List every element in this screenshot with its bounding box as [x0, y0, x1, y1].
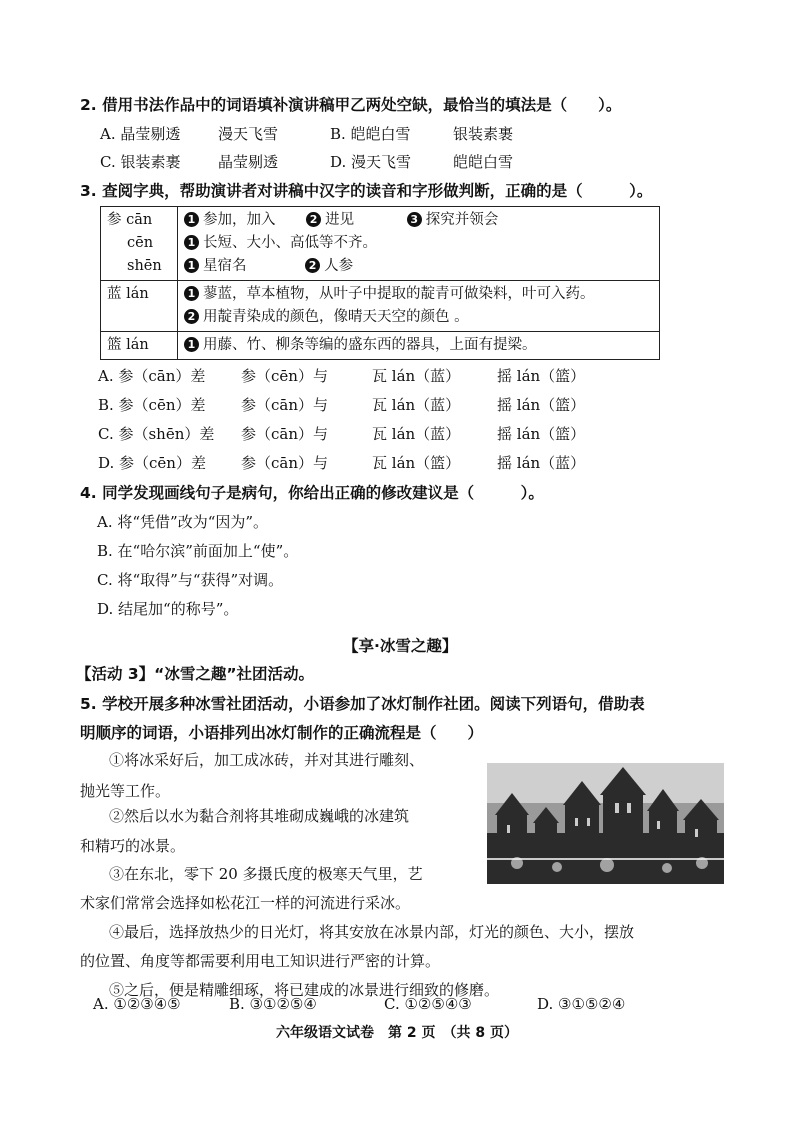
option-b-1: B. 皑皑白雪: [330, 125, 411, 143]
question-2-stem: 2. 借用书法作品中的词语填补演讲稿甲乙两处空缺，最恰当的填法是（ ）。: [80, 96, 622, 114]
passage-line-8: 的位置、角度等都需要利用电工知识进行严密的计算。: [80, 952, 441, 970]
q4-option-b: B. 在“哈尔滨”前面加上“使”。: [97, 542, 299, 560]
dict-head-can: [101, 207, 178, 281]
passage-line-9: ⑤之后，便是精雕细琢，将已建成的冰景进行细致的修磨。: [109, 981, 500, 999]
sense-can-2: 2 进见: [306, 209, 354, 232]
q5-option-b: B. ③①②⑤④: [229, 995, 317, 1013]
question-4-stem: 4. 同学发现画线句子是病句，你给出正确的修改建议是（ ）。: [80, 484, 544, 502]
passage-line-4: 和精巧的冰景。: [80, 837, 186, 855]
passage-line-3: ②然后以水为黏合剂将其堆砌成巍峨的冰建筑: [109, 807, 410, 825]
passage-line-2: 抛光等工作。: [80, 782, 171, 800]
passage-line-1: ①将冰采好后，加工成冰砖，并对其进行雕刻、: [109, 751, 425, 769]
head-shen-text: shēn: [127, 258, 162, 274]
q3-c-1: C. 参（shēn）差: [98, 425, 215, 443]
option-d-1: D. 漫天飞雪: [330, 153, 412, 171]
sense-can-1: 1 参加，加入: [184, 209, 276, 232]
q4-option-c: C. 将“取得”与“获得”对调。: [97, 571, 284, 589]
sense-lan-blue-2: 用靛青染成的颜色，像晴天天空的颜色 。: [203, 309, 469, 325]
q3-a-1: A. 参（cān）差: [98, 367, 206, 385]
passage-line-5: ③在东北，零下 20 多摄氏度的极寒天气里，艺: [109, 865, 423, 883]
dict-row-lan-blue: [101, 281, 660, 332]
dict-senses-lan-blue: 1 蓼蓝，草本植物，从叶子中提取的靛青可做染料，叶可入药。 2 用靛青染成的颜色，像晴天天空的颜色 。: [178, 281, 660, 332]
q3-d-1: D. 参（cēn）差: [98, 454, 206, 472]
q4-option-a: A. 将“凭借”改为“因为”。: [97, 513, 269, 531]
q3-d-2: 参（cān）与: [241, 454, 329, 472]
option-b-2: 银装素裹: [453, 125, 514, 143]
q5-option-c: C. ①②⑤④③: [384, 995, 472, 1013]
q3-b-4: 摇 lán（篮）: [497, 396, 586, 414]
sense-lan-blue-1: 蓼蓝，草本植物，从叶子中提取的靛青可做染料，叶可入药。: [203, 286, 595, 302]
q3-a-4: 摇 lán（篮）: [497, 367, 586, 385]
q5-option-a: A. ①②③④⑤: [93, 995, 181, 1013]
sense-cen-1: 1 长短、大小、高低等不齐。: [184, 232, 377, 255]
dict-row-lan-basket: [101, 332, 660, 360]
option-a-2: 漫天飞雪: [218, 125, 279, 143]
sense-shen-2: 2 人参: [305, 255, 353, 278]
q3-c-4: 摇 lán（篮）: [497, 425, 586, 443]
option-d-2: 皑皑白雪: [453, 153, 514, 171]
passage-line-6: 术家们常常会选择如松花江一样的河流进行采冰。: [80, 894, 411, 912]
q3-b-1: B. 参（cēn）差: [98, 396, 206, 414]
head-can-text: 参 cān: [107, 212, 153, 228]
dict-head-lan-basket: 篮 lán: [101, 332, 178, 360]
q3-a-2: 参（cēn）与: [241, 367, 328, 385]
dictionary-table: [100, 206, 660, 360]
q3-c-2: 参（cān）与: [241, 425, 329, 443]
dict-row-can: [101, 207, 660, 281]
head-cen-text: cēn: [127, 235, 154, 251]
q5-option-d: D. ③①⑤②④: [537, 995, 626, 1013]
q3-b-2: 参（cān）与: [241, 396, 329, 414]
activity-heading: 【活动 3】“冰雪之趣”社团活动。: [76, 665, 315, 683]
passage-line-7: ④最后，选择放热少的日光灯，将其安放在冰景内部，灯光的颜色、大小，摆放: [109, 923, 635, 941]
question-3-stem: 3. 查阅字典，帮助演讲者对讲稿中汉字的读音和字形做判断，正确的是（ ）。: [80, 182, 653, 200]
sense-can-3: 3 探究并领会: [407, 209, 499, 232]
question-5-stem-line-2: 明顺序的词语，小语排列出冰灯制作的正确流程是（ ）: [80, 724, 484, 742]
sense-shen-1: 1 星宿名: [184, 255, 247, 278]
option-c-2: 晶莹剔透: [218, 153, 279, 171]
dict-head-lan-blue: 蓝 lán: [101, 281, 178, 332]
q3-a-3: 瓦 lán（蓝）: [372, 367, 461, 385]
section-title: 【享·冰雪之趣】: [343, 637, 458, 655]
q4-option-d: D. 结尾加“的称号”。: [97, 600, 239, 618]
dict-senses-can: [178, 207, 660, 281]
sense-lan-basket-1: 用藤、竹、柳条等编的盛东西的器具，上面有提梁。: [203, 337, 537, 353]
q3-d-3: 瓦 lán（篮）: [372, 454, 461, 472]
page-footer: 六年级语文试卷 第 2 页 （共 8 页）: [276, 1025, 518, 1041]
ice-palace-photo: [487, 763, 724, 884]
dict-senses-lan-basket: 1 用藤、竹、柳条等编的盛东西的器具，上面有提梁。: [178, 332, 660, 360]
q3-d-4: 摇 lán（蓝）: [497, 454, 586, 472]
q3-c-3: 瓦 lán（蓝）: [372, 425, 461, 443]
option-c-1: C. 银装素裹: [100, 153, 181, 171]
question-5-stem-line-1: 5. 学校开展多种冰雪社团活动，小语参加了冰灯制作社团。阅读下列语句，借助表: [80, 695, 645, 713]
q3-b-3: 瓦 lán（蓝）: [372, 396, 461, 414]
option-a-1: A. 晶莹剔透: [100, 125, 181, 143]
